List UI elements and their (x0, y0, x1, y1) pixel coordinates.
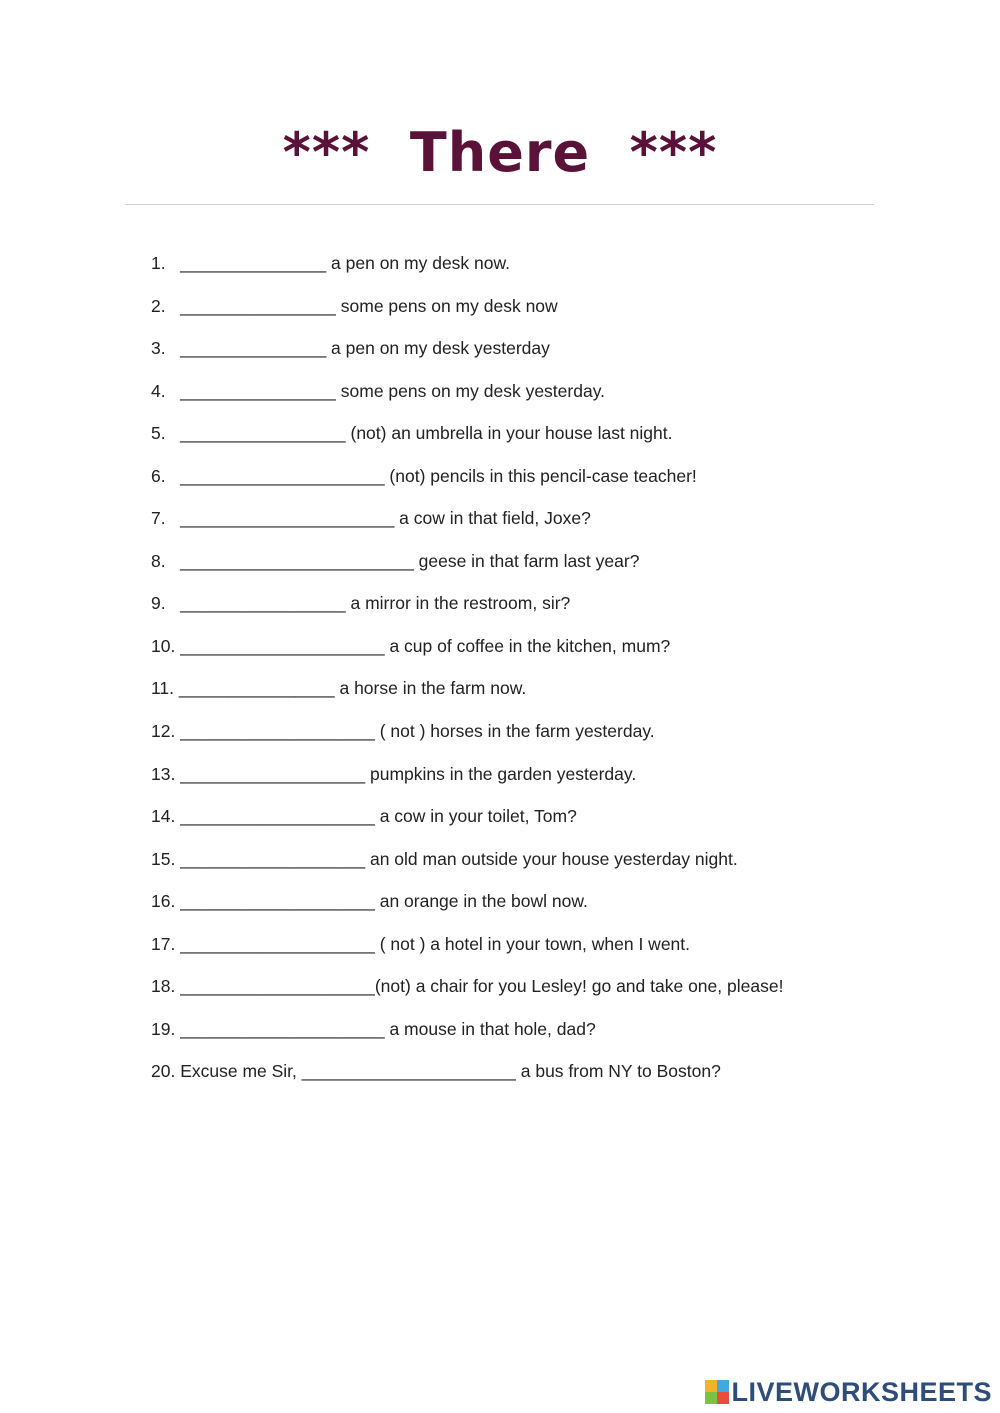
logo-badge-cell (705, 1380, 717, 1392)
question-item: 17. ____________________ ( not ) a hotel in your town, when I went. (151, 933, 691, 954)
logo-badge-cell (717, 1380, 729, 1392)
liveworksheets-logo[interactable] (705, 1377, 992, 1407)
question-item: 2. ________________ some pens on my desk now (151, 295, 558, 316)
question-item: 4. ________________ some pens on my desk yesterday. (151, 380, 606, 401)
question-item: 11. ________________ a horse in the farm now. (151, 678, 527, 699)
question-item: 13. ___________________ pumpkins in the garden yesterday. (151, 763, 637, 784)
question-item: 16. ____________________ an orange in the bowl now. (151, 891, 588, 912)
question-item: 1. _______________ a pen on my desk now. (151, 253, 511, 273)
question-item: 18. ____________________(not) a chair for you Lesley! go and take one, please! (151, 976, 784, 997)
question-item: 12. ____________________ ( not ) horses in the farm yesterday. (151, 721, 655, 742)
logo-text: LIVEWORKSHEETS (731, 1376, 992, 1407)
question-item: 19. _____________________ a mouse in that hole, dad? (151, 1018, 596, 1039)
question-item: 5. _________________ (not) an umbrella in your house last night. (151, 423, 673, 444)
logo-badge-cell (705, 1392, 717, 1404)
question-item: 10. _____________________ a cup of coffee in the kitchen, mum? (151, 635, 671, 656)
title-divider (125, 204, 874, 205)
question-item: 9. _________________ a mirror in the restroom, sir? (151, 593, 571, 614)
logo-badge-cell (717, 1392, 729, 1404)
worksheet-title: *** There *** (282, 121, 718, 184)
question-item: 3. _______________ a pen on my desk yesterday (151, 338, 550, 359)
question-item: 7. ______________________ a cow in that field, Joxe? (151, 508, 591, 529)
question-item: 20. Excuse me Sir, ______________________ a bus from NY to Boston? (151, 1061, 721, 1082)
question-item: 6. _____________________ (not) pencils in this pencil-case teacher! (151, 465, 697, 486)
question-item: 8. ________________________ geese in that farm last year? (151, 550, 640, 571)
question-item: 15. ___________________ an old man outside your house yesterday night. (151, 848, 738, 869)
question-list (151, 248, 871, 1099)
liveworksheets-logo-icon (705, 1380, 729, 1404)
question-item: 14. ____________________ a cow in your toilet, Tom? (151, 806, 577, 827)
